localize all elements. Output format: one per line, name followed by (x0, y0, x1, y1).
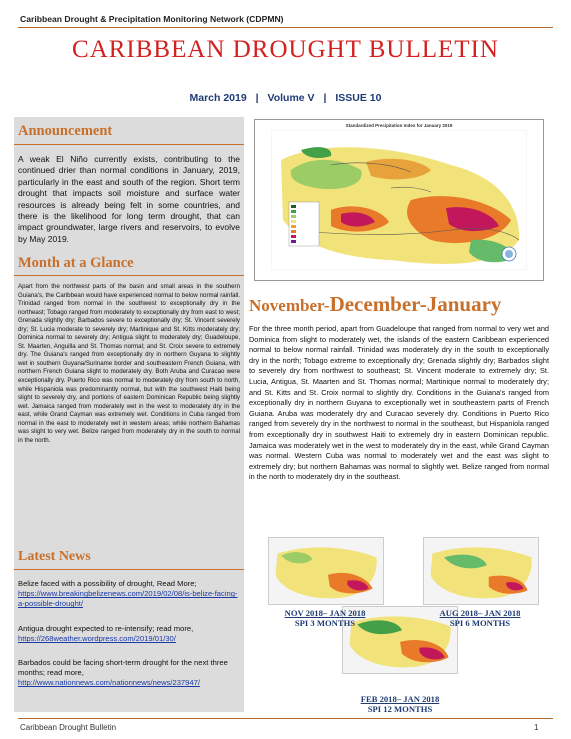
issue-sep-2: | (323, 92, 327, 104)
caption-spi: SPI 6 MONTHS (449, 618, 511, 628)
footer-rule (18, 718, 553, 719)
footer-title: Caribbean Drought Bulletin (20, 723, 117, 732)
page-number: 1 (534, 723, 539, 732)
spi-map (254, 119, 544, 281)
sidebar (14, 117, 244, 712)
news-link[interactable]: https://www.breakingbelizenews.com/2019/02/08/is-belize-facing-a-possible-drought/ (18, 589, 238, 609)
issue-volume: Volume V (267, 92, 315, 104)
news-text: Barbados could be facing short-term drought for the next three months; read more, (18, 658, 228, 678)
announcement-text: A weak El Niño currently exists, contributing to the continued drier than normal conditions in January, 2019, particularly in the east and south of the region. Short term drought that impacts soil moisture and surface water resources is already being felt in some countries, and there is the likelihood for long term drought, that can impact groundwater, large rivers and reservoirs, to evolve by May 2019. (18, 154, 240, 244)
map-title: Standardized Precipitation Index for January 2019 (345, 123, 453, 128)
header-rule (18, 27, 553, 28)
news-link[interactable]: http://www.nationnews.com/nationnews/news/237947/ (18, 678, 200, 688)
issue-sep-1: | (255, 92, 259, 104)
glance-rule (14, 275, 244, 276)
caption-spi: SPI 3 MONTHS (294, 618, 356, 628)
thumb-map-graphic (269, 538, 383, 604)
news-text: Belize faced with a possibility of drought, Read More; (18, 579, 197, 588)
news-item (18, 624, 242, 644)
glance-text: Apart from the northwest parts of the basin and small areas in the southern Guiana's, the Caribbean would have experienced normal to below normal rainfall. Trinidad ranged from normal in the southwest to exceptionally dry in the northeast; Tobago ranged from moderately to exceptionally dry from east to west; Grenada slightly dry; Barbados severe to exceptionally dry; St. Vincent severely dry; St. Lucia moderate to severely dry; Martinique and St. Kitts moderately dry; Dominica normal to severely dry; Antigua slight to moderately dry; Guadeloupe, St. Maarten, Anguilla and St. Thomas normal; and St. Croix severe to extremely dry. The Guiana's ranged from exceptionally dry in northern Guyana to slightly wet in southern Guyana/Suriname border and southeastern French Guiana, with northern French Guiana slight to moderately dry. Both Aruba and Curacao were exceptionally dry. Puerto Rico was normal to moderately dry from south to north, while Hispaniola was predominantly normal, but with the southwest Haiti being slight to severely dry, and portions of eastern Dominican Republic being slightly wet. Jamaica ranged from moderately wet in the west to moderately dry in the east, while Grand Cayman was extremely wet. Conditions in Cuba ranged from normal in the east to moderately wet in western areas; while northern Bahamas was slight to very wet. Belize ranged from moderately dry in the south to normal in the north. (18, 283, 240, 444)
spi-map-graphic (271, 130, 527, 270)
caption-period: NOV 2018– JAN 2018 (284, 608, 366, 618)
ndj-heading-part2: December-January (329, 292, 502, 316)
ndj-heading (249, 292, 501, 317)
glance-heading: Month at a Glance (18, 255, 134, 271)
ndj-text: For the three month period, apart from Guadeloupe that ranged from normal to very wet and Dominica from slight to moderately wet, the islands of the eastern Caribbean experienced normal to below normal rainfall. Trinidad was moderately dry in the south to exceptionally dry in the north; Tobago extreme to exceptionally dry; Grenada slightly dry; Barbados slight to severely dry from northwest to southeast; St. Vincent moderate to extremely dry; St. Lucia, Antigua, St. Maarten and St. Thomas normal; Martinique normal to moderately dry; and St. Kitts and St. Croix normal to slightly dry. Conditions in the Guiana's ranged from exceptionally dry in northern Guyana to exceptionally wet in southeastern parts of French Guiana. Aruba was moderately dry and Curacao severely dry. Conditions in Puerto Rico ranged from severely dry in the northwest to normal in the southeast, but Hispaniola ranged from exceptionally dry in southwest Haiti to extremely dry in eastern Dominican republic. Jamaica was moderately wet in the west to moderately dry in the east, while Grand Cayman was normal. Western Cuba was normal to moderately wet and the east was slight to extremely dry; but northern Bahamas was normal to slightly wet. Belize ranged from normal in the north to moderately dry in the southeast. (249, 324, 549, 482)
spi-12-caption (325, 694, 475, 714)
news-heading: Latest News (18, 549, 91, 564)
ndj-heading-part1: November- (249, 296, 330, 315)
news-rule (14, 569, 244, 570)
spi-3-month-map (268, 537, 384, 605)
caption-period: AUG 2018– JAN 2018 (439, 608, 521, 618)
spi-6-caption (405, 608, 555, 628)
caption-period: FEB 2018– JAN 2018 (360, 694, 440, 704)
announcement-heading: Announcement (18, 123, 113, 139)
issue-date: March 2019 (189, 92, 247, 104)
spi-6-month-map (423, 537, 539, 605)
news-text: Antigua drought expected to re-intensify; read more, (18, 624, 194, 633)
page-title: CARIBBEAN DROUGHT BULLETIN (72, 36, 499, 63)
spi-3-caption (250, 608, 400, 628)
thumb-map-graphic (424, 538, 538, 604)
news-link[interactable]: https://268weather.wordpress.com/2019/01/30/ (18, 634, 176, 644)
issue-number: ISSUE 10 (335, 92, 382, 104)
issue-line (0, 92, 571, 104)
news-item (18, 579, 242, 610)
news-item (18, 658, 242, 689)
caption-spi: SPI 12 MONTHS (367, 704, 433, 714)
org-name: Caribbean Drought & Precipitation Monitoring Network (CDPMN) (20, 14, 284, 24)
announcement-rule (14, 144, 244, 145)
